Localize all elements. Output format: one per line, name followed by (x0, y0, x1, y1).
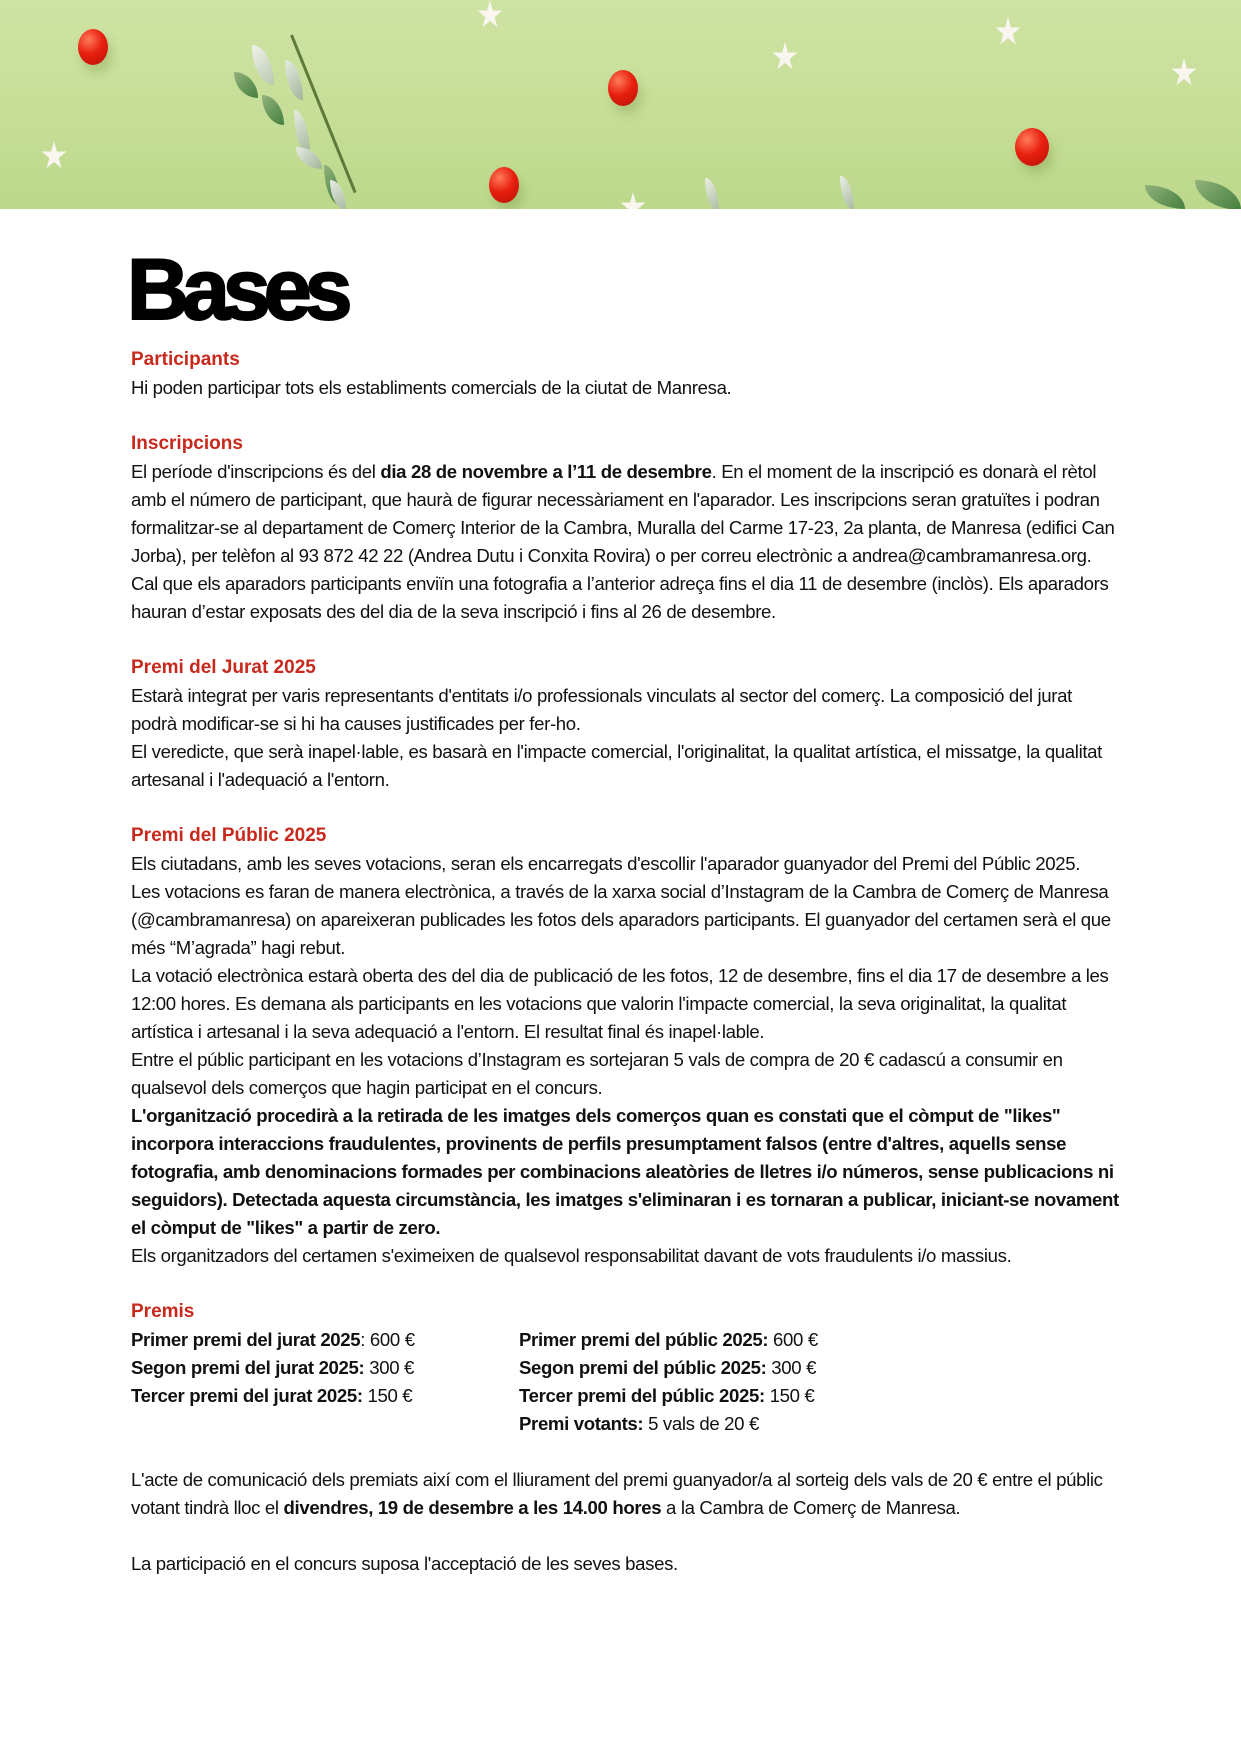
section-heading: Premis (131, 1301, 195, 1322)
paragraph: Els ciutadans, amb les seves votacions, seran els encarregats d'escollir l'aparador guanyador del Premi del Públic 2025. (131, 853, 1081, 874)
paragraph: Les votacions es faran de manera electrònica, a través de la xarxa social d’Instagram de la Cambra de Comerç de Manresa (@cambramanresa) on apareixeran publicades les fotos dels aparadors participants. El guanyador del certamen serà el que més “M’agrada” hagi rebut. (131, 881, 1111, 958)
prize-value: : 600 € (360, 1329, 415, 1350)
page-title: Bases (127, 242, 346, 338)
leaf-decoration (1195, 180, 1241, 209)
prize-item (519, 1410, 818, 1438)
leaf-decoration (705, 178, 719, 209)
star-decoration (41, 141, 67, 171)
section-closing (131, 1550, 1121, 1578)
leaf-decoration (1145, 185, 1185, 209)
text-run: L'acte de comunicació dels premiats així com el lliurament del premi guanyador/a al sorteig dels vals de 20 € entre el públic votant tindrà lloc el (131, 1469, 1103, 1518)
prize-label: Tercer premi del públic 2025: (519, 1385, 765, 1406)
leaf-decoration (234, 72, 258, 98)
prizes-list (131, 1326, 1121, 1438)
leaf-decoration (296, 147, 322, 169)
prize-value: 600 € (768, 1329, 818, 1350)
closing-text: La participació en el concurs suposa l'acceptació de les seves bases. (131, 1553, 678, 1574)
section-heading: Participants (131, 349, 240, 370)
section-text: Hi poden participar tots els establiments comercials de la ciutat de Manresa. (131, 377, 732, 398)
leaf-decoration (330, 180, 346, 209)
prize-item (131, 1382, 519, 1410)
section-text (131, 458, 1121, 626)
warning-paragraph: L'organització procedirà a la retirada de les imatges dels comerços quan es constati que el còmput de "likes" incorpora interaccions fraudulentes, provinents de perfils presumptament falsos (entre d'altres, aquells sense fotografia, amb denominacions formades per combinacions aleatòries de lletres i/o números, sense publicacions ni seguidors). Detectada aquesta circumstància, les imatges s'eliminaran i es tornaran a publicar, iniciant-se novament el còmput de "likes" a partir de zero. (131, 1105, 1119, 1238)
public-prizes (519, 1326, 818, 1438)
star-decoration (477, 0, 503, 30)
prize-label: Primer premi del públic 2025: (519, 1329, 769, 1350)
prize-label: Primer premi del jurat 2025 (131, 1329, 361, 1350)
highlighted-dates: dia 28 de novembre a l’11 de desembre (380, 461, 712, 482)
leaf-decoration (840, 176, 854, 209)
paragraph: La votació electrònica estarà oberta des del dia de publicació de les fotos, 12 de desembre, fins el dia 17 de desembre a les 12:00 hores. Es demana als participants en les votacions que valorin l'impacte comercial, la seva originalitat, la qualitat artística i artesanal i la seva adequació a l'entorn. El resultat final és inapel·lable. (131, 965, 1109, 1042)
section-text (131, 1466, 1121, 1522)
prize-value: 300 € (364, 1357, 414, 1378)
text-run: . En el moment de la inscripció es donarà el rètol amb el número de participant, que haurà de figurar necessàriament en l'aparador. Les inscripcions seran gratuïtes i podran formalitzar-se al departament de Comerç Interior de la Cambra, Muralla del Carme 17-23, 2a planta, de Manresa (edifici Can Jorba), per telèfon al 93 872 42 22 (Andrea Dutu i Conxita Rovira) o per correu electrònic a andrea@cambramanresa.org. Cal que els aparadors participants enviïn una fotografia a l’anterior adreça fins el dia 11 de desembre (inclòs). Els aparadors hauran d’estar exposats des del dia de la seva inscripció i fins al 26 de desembre. (131, 461, 1115, 622)
section-acte (131, 1466, 1121, 1522)
section-participants (131, 346, 1121, 402)
section-premi-public (131, 822, 1121, 1270)
star-decoration (1171, 58, 1197, 88)
prize-label: Premi votants: (519, 1413, 644, 1434)
prize-item (519, 1326, 818, 1354)
text-run: El període d'inscripcions és del (131, 461, 381, 482)
document-body (127, 242, 1121, 1606)
paragraph: Estarà integrat per varis representants d'entitats i/o professionals vinculats al sector del comerç. La composició del jurat podrà modificar-se si hi ha causes justificades per fer-ho. (131, 685, 1072, 734)
berry-decoration (489, 167, 519, 203)
jury-prizes (131, 1326, 519, 1438)
paragraph: Els organitzadors del certamen s'eximeixen de qualsevol responsabilitat davant de vots fraudulents i/o massius. (131, 1245, 1012, 1266)
text-run: a la Cambra de Comerç de Manresa. (661, 1497, 961, 1518)
section-heading: Premi del Jurat 2025 (131, 657, 316, 678)
prize-item (519, 1382, 818, 1410)
highlighted-date: divendres, 19 de desembre a les 14.00 hores (283, 1497, 662, 1518)
paragraph: El veredicte, que serà inapel·lable, es basarà en l'impacte comercial, l'originalitat, la qualitat artística, el missatge, la qualitat artesanal i l'adequació a l'entorn. (131, 741, 1102, 790)
prize-label: Segon premi del públic 2025: (519, 1357, 767, 1378)
prize-label: Segon premi del jurat 2025: (131, 1357, 365, 1378)
paragraph: Entre el públic participant en les votacions d’Instagram es sortejaran 5 vals de compra de 20 € cadascú a consumir en qualsevol dels comerços que hagin participat en el concurs. (131, 1049, 1063, 1098)
prize-item (131, 1326, 519, 1354)
leaf-decoration (285, 60, 303, 100)
berry-decoration (1015, 128, 1049, 166)
prize-value: 300 € (766, 1357, 817, 1378)
section-inscripcions (131, 430, 1121, 626)
section-premis (131, 1298, 1121, 1438)
star-decoration (620, 192, 646, 209)
prize-item (131, 1354, 519, 1382)
prize-value: 150 € (764, 1385, 815, 1406)
prize-value: 150 € (362, 1385, 413, 1406)
prize-label: Tercer premi del jurat 2025: (131, 1385, 363, 1406)
leaf-decoration (252, 45, 274, 85)
star-decoration (995, 17, 1021, 47)
section-heading: Inscripcions (131, 433, 243, 454)
header-banner-image (0, 0, 1241, 209)
prize-item (519, 1354, 818, 1382)
berry-decoration (608, 70, 638, 106)
section-heading: Premi del Públic 2025 (131, 825, 327, 846)
prize-value: 5 vals de 20 € (643, 1413, 759, 1434)
star-decoration (772, 42, 798, 72)
section-premi-jurat (131, 654, 1121, 794)
berry-decoration (78, 29, 108, 65)
leaf-decoration (262, 95, 284, 125)
